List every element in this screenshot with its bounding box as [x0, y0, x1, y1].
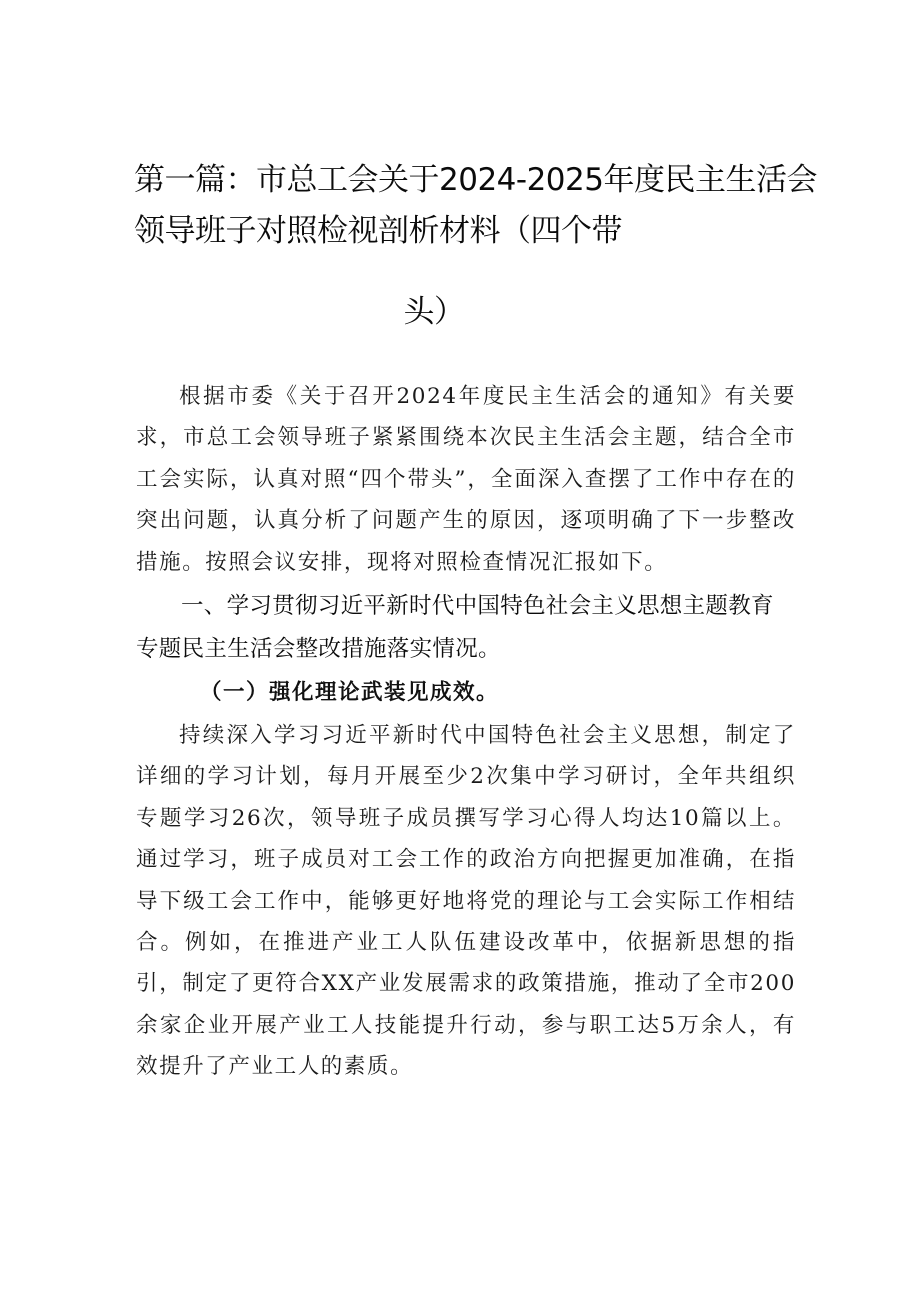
document-title: [134, 155, 817, 338]
subsection-paragraph: 持续深入学习习近平新时代中国特色社会主义思想，制定了详细的学习计划，每月开展至少2次集中学习研讨，全年共组织专题学习26次，领导班子成员撰写学习心得人均达10篇以上。通过学习，班子成员对工会工作的政治方向把握更加准确，在指导下级工会工作中，能够更好地将党的理论与工会实际工作相结合。例如，在推进产业工人队伍建设改革中，依据新思想的指引，制定了更符合XX产业发展需求的政策措施，推动了全市200余家企业开展产业工人技能提升行动，参与职工达5万余人，有效提升了产业工人的素质。: [136, 723, 796, 1080]
subsection-heading: （一）强化理论武装见成效。: [200, 680, 500, 706]
title-line-3: 头）: [403, 294, 465, 330]
document-body: [136, 376, 796, 1088]
intro-paragraph: 根据市委《关于召开2024年度民主生活会的通知》有关要求，市总工会领导班子紧紧围绕本次民主生活会主题，结合全市工会实际，认真对照“四个带头”，全面深入查摆了工作中存在的突出问题，认真分析了问题产生的原因，逐项明确了下一步整改措施。按照会议安排，现将对照检查情况汇报如下。: [136, 384, 796, 575]
title-line-1: 第一篇：市总工会关于2024-2025年度民主生活会: [134, 162, 817, 198]
title-line-2: 领导班子对照检视剖析材料（四个带: [134, 213, 622, 249]
section-heading: 一、学习贯彻习近平新时代中国特色社会主义思想主题教育专题民主生活会整改措施落实情况。: [136, 593, 774, 663]
